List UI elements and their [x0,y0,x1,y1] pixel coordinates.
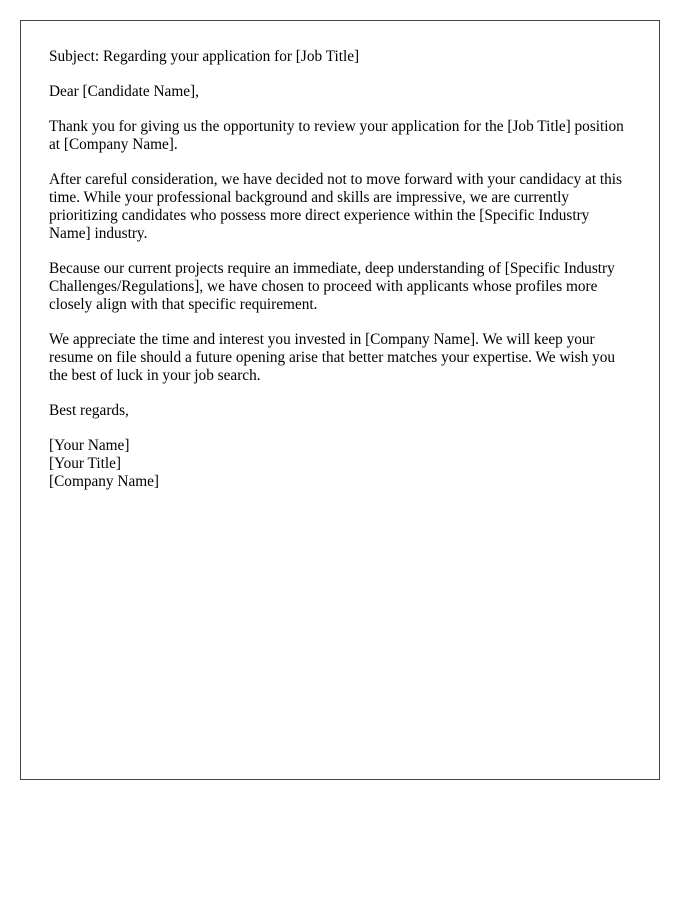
letter-paragraph-closing-remarks: We appreciate the time and interest you invested in [Company Name]. We will keep your resume on file should a future opening arise that better matches your expertise. We wish you the best of luck in your job search. [49,331,616,384]
signature-name: [Your Name] [49,437,130,454]
letter-closing: Best regards, [49,402,129,419]
letter-frame [20,20,660,780]
signature-company: [Company Name] [49,473,160,490]
letter-subject: Subject: Regarding your application for [Job Title] [49,48,360,65]
letter-salutation: Dear [Candidate Name], [49,83,199,100]
letter-paragraph-reason: Because our current projects require an immediate, deep understanding of [Specific Industry Challenges/Regulations], we have chosen to proceed with applicants whose profiles more closely align with that specific requirement. [49,260,615,313]
signature-title: [Your Title] [49,455,121,472]
letter-body [49,48,634,508]
signature-block [49,437,634,491]
letter-paragraph-intro: Thank you for giving us the opportunity to review your application for the [Job Title] position at [Company Name]. [49,118,624,153]
letter-paragraph-decision: After careful consideration, we have decided not to move forward with your candidacy at this time. While your professional background and skills are impressive, we are currently prioritizing candidates who possess more direct experience within the [Specific Industry Name] industry. [49,171,622,242]
